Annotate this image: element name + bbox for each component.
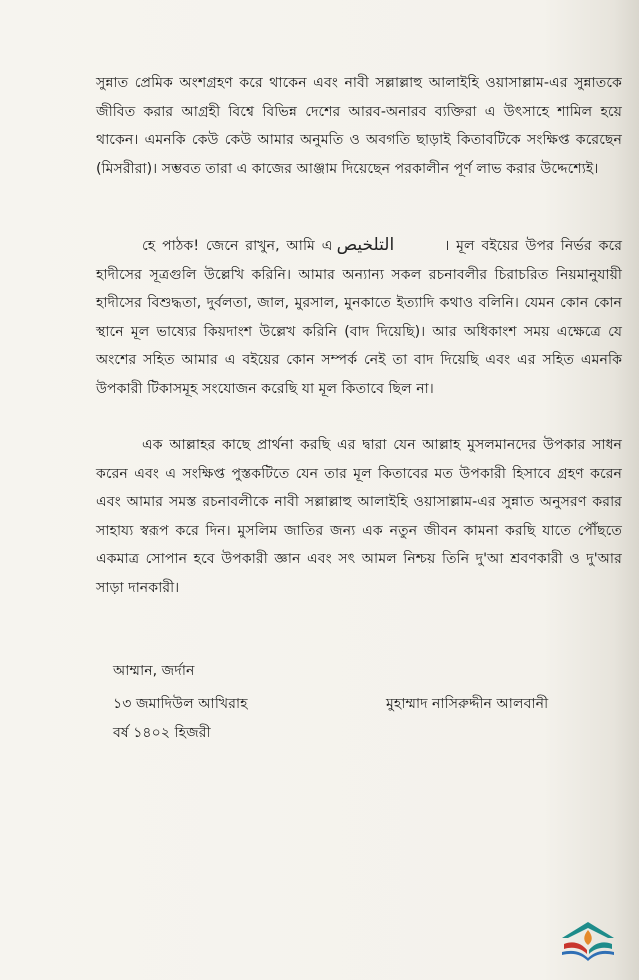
paragraph-2	[96, 231, 622, 404]
signature-year: বর্ষ ১৪০২ হিজরী	[113, 725, 211, 741]
paragraph-2-before: হে পাঠক! জেনে রাখুন, আমি এ	[142, 238, 333, 254]
paragraph-2-text	[96, 231, 622, 404]
signature-place: আম্মান, জর্দান	[113, 663, 195, 679]
logo-flame	[584, 930, 592, 945]
paragraph-2-after: । মূল বইয়ের উপর নির্ভর করে হাদীসের সূত্রগুলি উল্লেখি করিনি। আমার অন্যান্য সকল রচনাবলীর চিরাচরিত নিয়মানুযায়ী হাদীসের বিশুদ্ধতা, দুর্বলতা, জাল, মুরসাল, মুনকাতে ইত্যাদি কথাও বলিনি। যেমন কোন কোন স্থানে মূল ভাষ্যের কিয়দাংশ উল্লেখ করিনি (বাদ দিয়েছি)। আর অধিকাংশ সময় এক্ষেত্রে যে অংশের সহিত আমার এ বইয়ের কোন সম্পর্ক নেই তা বাদ দিয়েছি এবং এর সহিত এমনকি উপকারী টিকাসমূহ সংযোজন করেছি যা মূল কিতাবে ছিল না।	[96, 238, 622, 397]
logo-base	[562, 951, 614, 961]
signature-date: ১৩ জমাদিউল আখিরাহ	[113, 696, 248, 712]
publisher-logo-icon	[556, 918, 620, 962]
signature-author: মুহাম্মাদ নাসিরুদ্দীন আলবানী	[386, 696, 549, 712]
paragraph-1-text: সুন্নাত প্রেমিক অংশগ্রহণ করে থাকেন এবং নাবী সল্লাল্লাহু আলাইহি ওয়াসাল্লাম-এর সুন্নাতকে জীবিত করার আগ্রহী বিশ্বে বিভিন্ন দেশের আরব-অনারব ব্যক্তিরা এ উৎসাহে শামিল হয়ে থাকেন। এমনকি কেউ কেউ আমার অনুমতি ও অবগতি ছাড়াই কিতাবটিকে সংক্ষিপ্ত করেছেন (মিসরীরা)। সম্ভবত তারা এ কাজের আঞ্জাম দিয়েছেন পরকালীন পূর্ণ লাভ করার উদ্দেশ্যেই।	[96, 75, 622, 177]
arabic-term: التلخيص	[336, 235, 395, 255]
paragraph-3	[96, 431, 622, 603]
paragraph-1	[96, 69, 622, 183]
paragraph-3-text: এক আল্লাহর কাছে প্রার্থনা করছি এর দ্বারা যেন আল্লাহ মুসলমানদের উপকার সাধন করেন এবং এ সংক্ষিপ্ত পুস্তকটিতে যেন তার মূল কিতাবের মত উপকারী হিসাবে গ্রহণ করেন এবং আমার সমস্ত রচনাবলীকে নাবী সল্লাল্লাহু আলাইহি ওয়াসাল্লাম-এর সুন্নাত অনুসরণ করার সাহায্য স্বরূপ করে দিন। মুসলিম জাতির জন্য এক নতুন জীবন কামনা করছি যাতে পৌঁছতে একমাত্র সোপান হবে উপকারী জ্ঞান এবং সৎ আমল নিশ্চয় তিনি দু'আ শ্রবণকারী ও দু'আর সাড়া দানকারী।	[96, 437, 622, 596]
